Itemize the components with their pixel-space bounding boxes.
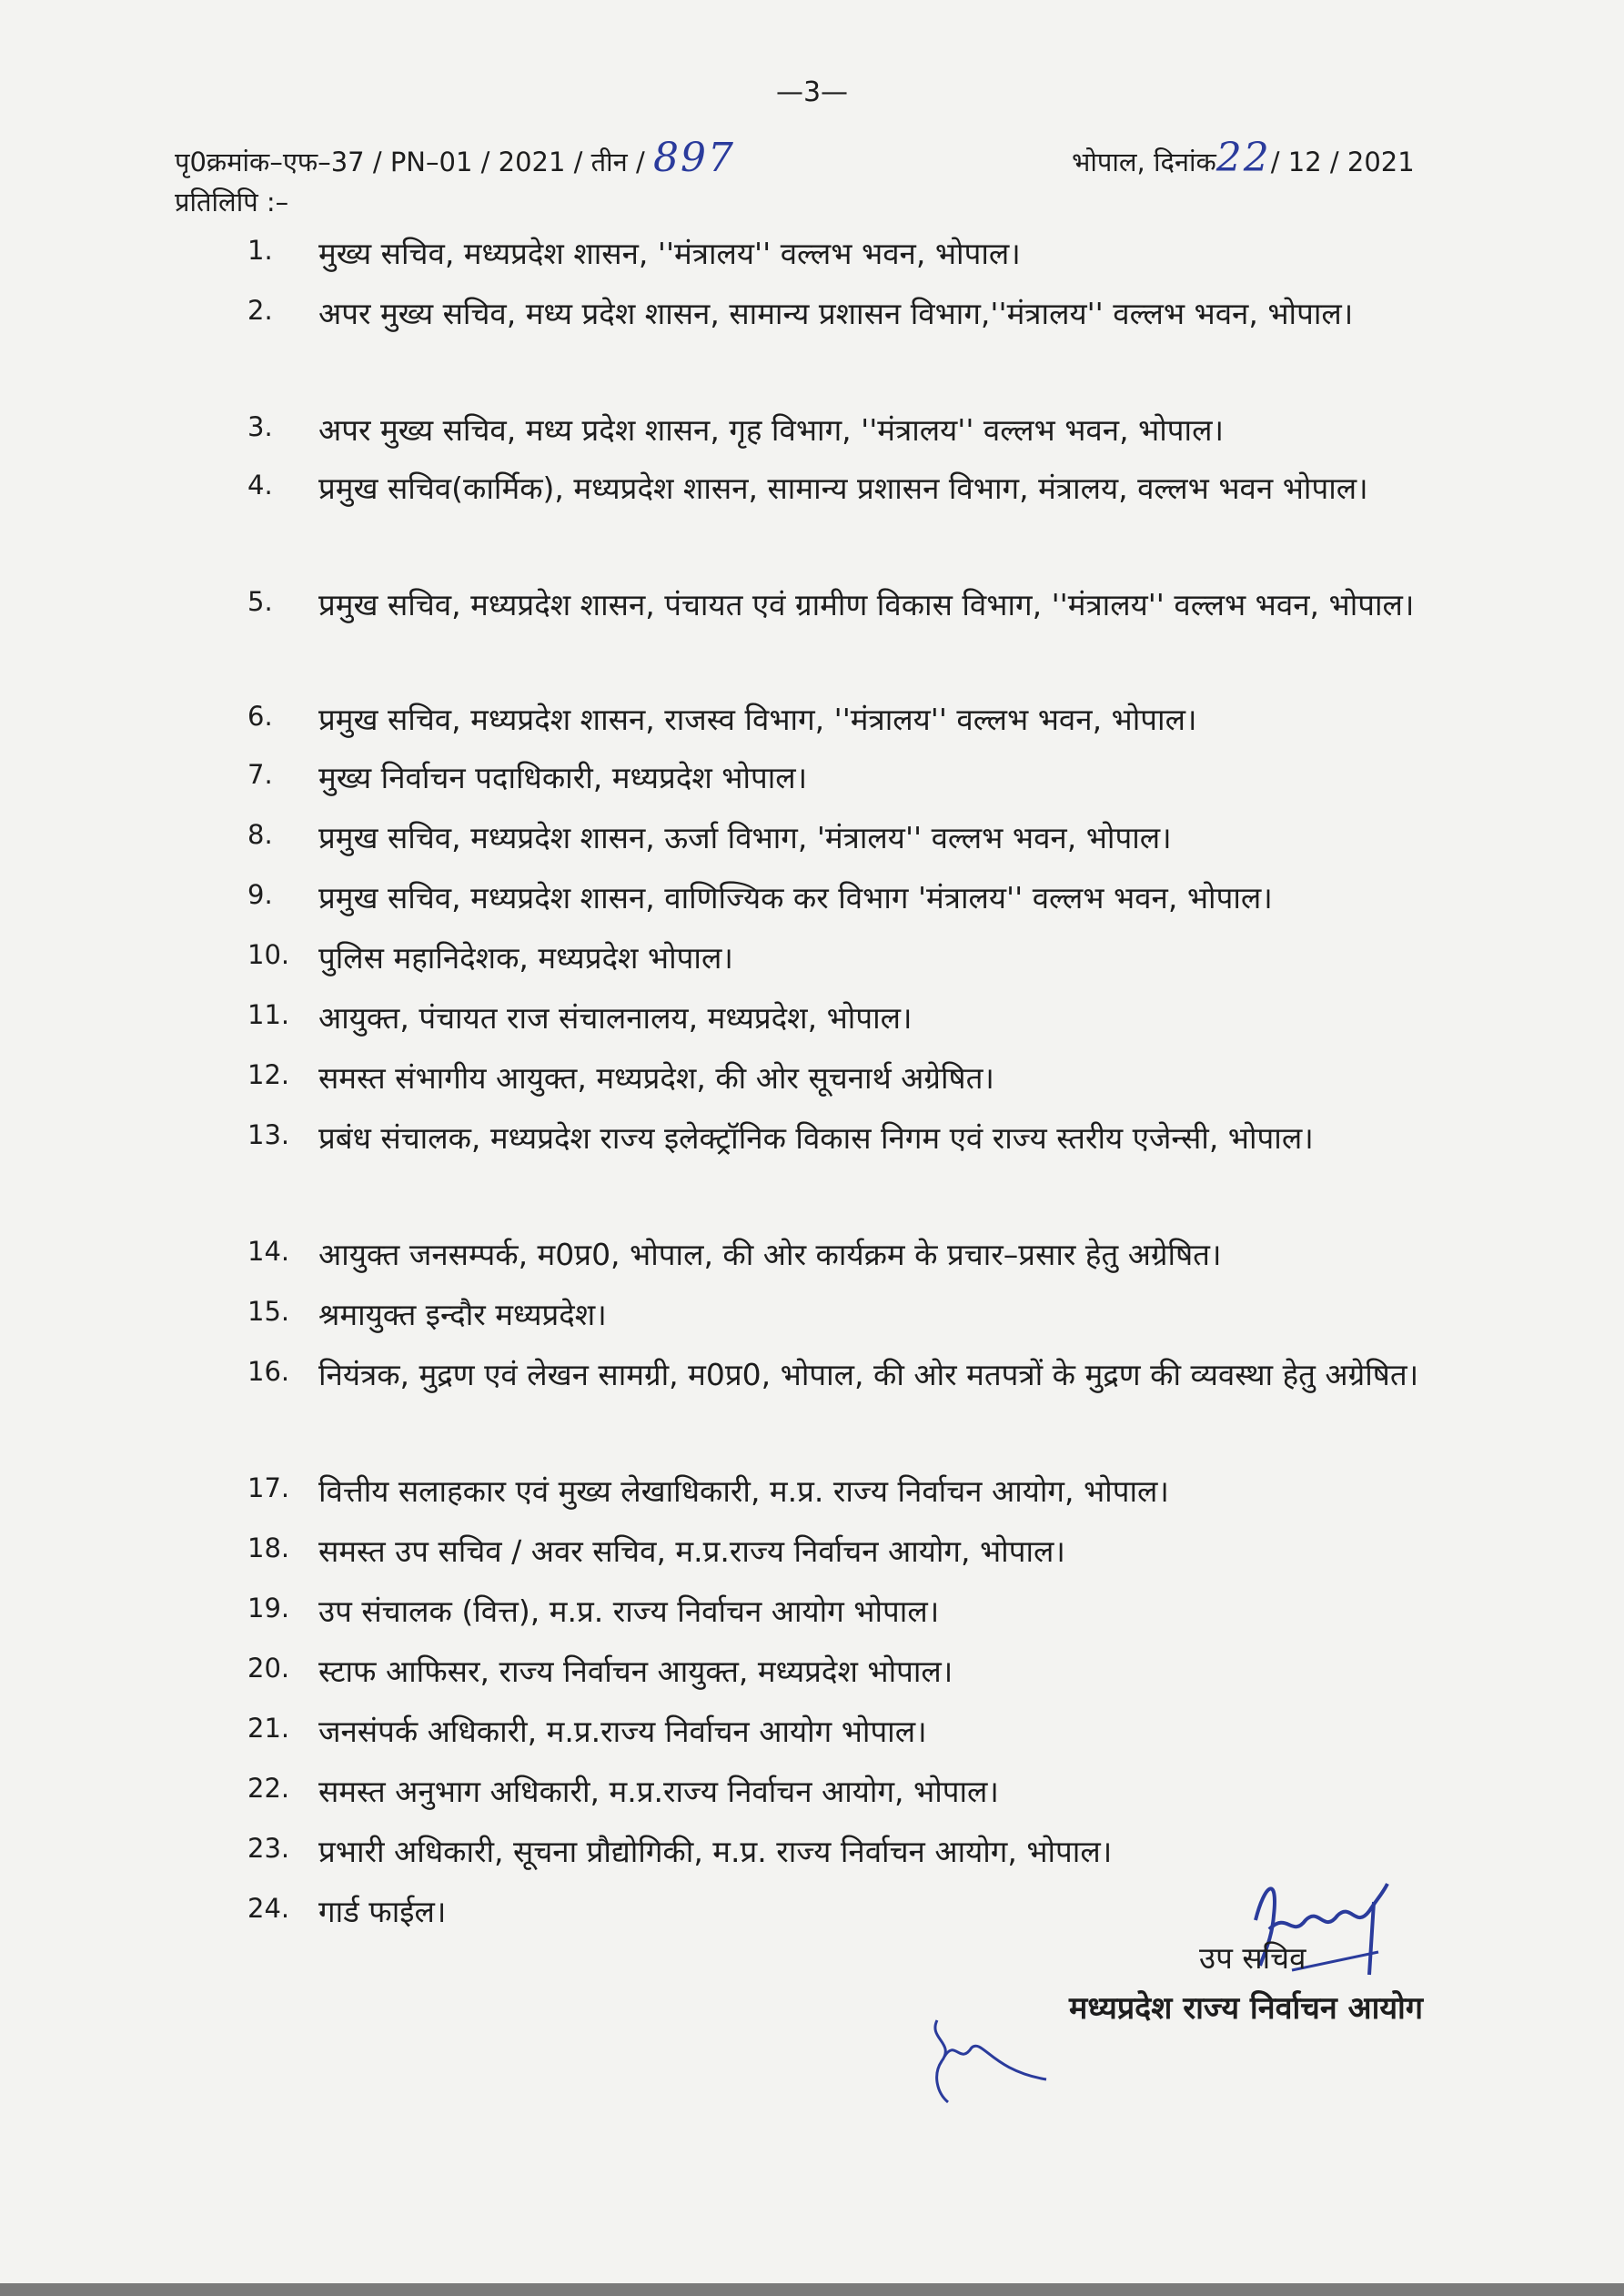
page-number: —3— bbox=[775, 76, 849, 108]
date-line bbox=[1072, 135, 1415, 181]
initial-mark bbox=[910, 2002, 1055, 2120]
scan-border bbox=[0, 2283, 1624, 2296]
reference-text: पृ0क्रमांक–एफ–37 / PN–01 / 2021 / तीन / bbox=[175, 147, 645, 177]
signatory-designation: उप सचिव bbox=[1199, 1940, 1306, 1976]
date-suffix: / 12 / 2021 bbox=[1270, 147, 1415, 177]
signatory-organization: मध्यप्रदेश राज्य निर्वाचन आयोग bbox=[1069, 1990, 1424, 2027]
reference-number bbox=[175, 135, 735, 181]
copy-label: प्रतिलिपि :– bbox=[175, 187, 289, 217]
handwritten-reference-number: 897 bbox=[652, 135, 735, 181]
date-prefix: भोपाल, दिनांक bbox=[1072, 147, 1216, 177]
handwritten-date-day: 22 bbox=[1215, 135, 1271, 181]
